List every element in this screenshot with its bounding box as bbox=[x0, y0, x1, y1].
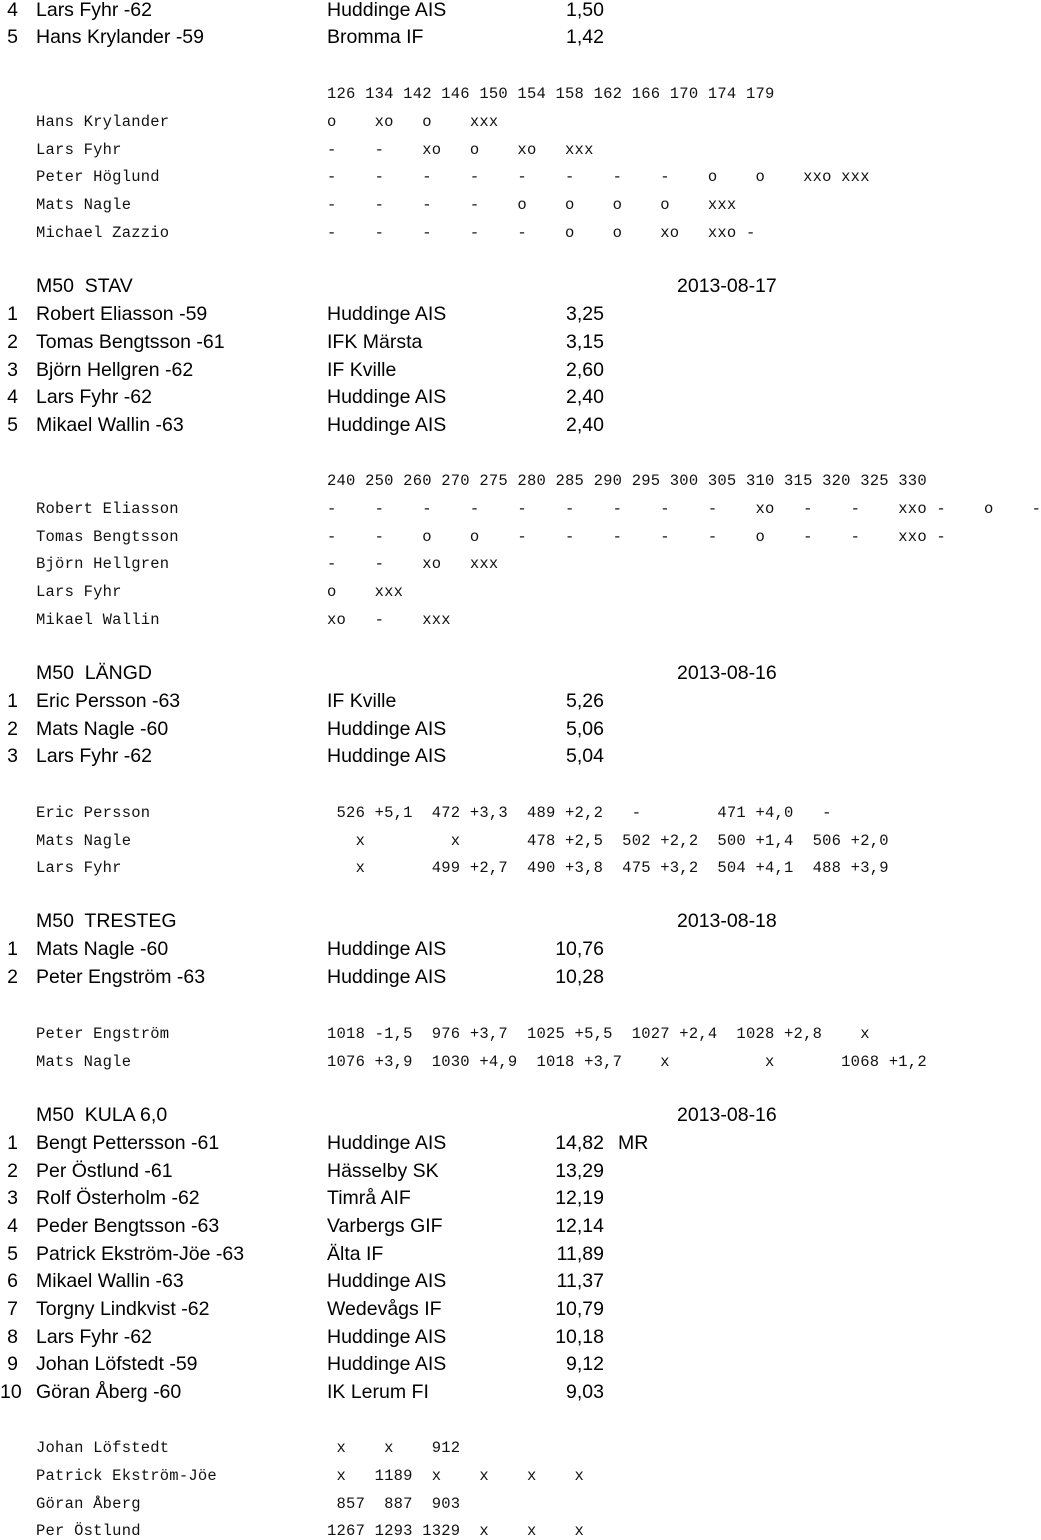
series-athlete: Mats Nagle bbox=[36, 1053, 132, 1071]
athlete-name: Lars Fyhr -62 bbox=[36, 0, 152, 21]
attempt-series: o xxx bbox=[327, 583, 404, 601]
attempt-series: x x 912 bbox=[327, 1439, 461, 1457]
series-athlete: Johan Löfstedt bbox=[36, 1439, 170, 1457]
series-athlete: Patrick Ekström-Jöe bbox=[36, 1467, 217, 1485]
club-name: Bromma IF bbox=[327, 26, 424, 48]
result: 10,28 bbox=[555, 966, 604, 988]
series-athlete: Peter Engström bbox=[36, 1025, 170, 1043]
club-name: IK Lerum FI bbox=[327, 1381, 429, 1403]
event-title: M50 KULA 6,0 bbox=[36, 1104, 168, 1126]
club-name: Huddinge AIS bbox=[327, 1353, 447, 1375]
place: 1 bbox=[7, 303, 18, 325]
result: 9,12 bbox=[566, 1353, 604, 1375]
result: 13,29 bbox=[555, 1160, 604, 1182]
result: 14,82 bbox=[555, 1132, 604, 1154]
place: 8 bbox=[7, 1326, 18, 1348]
result: 11,37 bbox=[556, 1270, 604, 1292]
club-name: Huddinge AIS bbox=[327, 938, 447, 960]
series-athlete: Mats Nagle bbox=[36, 196, 132, 214]
attempt-series: x 1189 x x x x bbox=[327, 1467, 585, 1485]
place: 1 bbox=[7, 938, 18, 960]
athlete-name: Lars Fyhr -62 bbox=[36, 386, 152, 408]
athlete-name: Patrick Ekström-Jöe -63 bbox=[36, 1243, 245, 1265]
series-athlete: Eric Persson bbox=[36, 804, 151, 822]
athlete-name: Mats Nagle -60 bbox=[36, 718, 169, 740]
athlete-name: Mats Nagle -60 bbox=[36, 938, 169, 960]
attempt-series: - - - - - - - - - xo - - xxo - o - bbox=[327, 500, 1041, 518]
event-date: 2013-08-18 bbox=[677, 910, 777, 932]
series-athlete: Michael Zazzio bbox=[36, 224, 170, 242]
event-date: 2013-08-16 bbox=[677, 1104, 777, 1126]
place: 5 bbox=[7, 26, 18, 48]
event-date: 2013-08-17 bbox=[677, 275, 777, 297]
club-name: Huddinge AIS bbox=[327, 303, 447, 325]
series-athlete: Björn Hellgren bbox=[36, 555, 170, 573]
club-name: Huddinge AIS bbox=[327, 1326, 447, 1348]
club-name: Huddinge AIS bbox=[327, 1132, 447, 1154]
series-athlete: Peter Höglund bbox=[36, 168, 160, 186]
place: 1 bbox=[7, 690, 18, 712]
club-name: Hässelby SK bbox=[327, 1160, 439, 1182]
club-name: Älta IF bbox=[327, 1243, 384, 1265]
club-name: Timrå AIF bbox=[327, 1187, 411, 1209]
club-name: IF Kville bbox=[327, 359, 397, 381]
club-name: Huddinge AIS bbox=[327, 745, 447, 767]
club-name: Huddinge AIS bbox=[327, 1270, 447, 1292]
place: 5 bbox=[7, 414, 18, 436]
club-name: Huddinge AIS bbox=[327, 966, 447, 988]
result: 10,76 bbox=[555, 938, 604, 960]
place: 4 bbox=[7, 1215, 18, 1237]
result: 10,18 bbox=[555, 1326, 604, 1348]
attempt-series: - - xo xxx bbox=[327, 555, 499, 573]
result: 12,19 bbox=[555, 1187, 604, 1209]
attempt-series: 1267 1293 1329 x x x bbox=[327, 1522, 585, 1540]
heights-header: 126 134 142 146 150 154 158 162 166 170 174 179 bbox=[327, 85, 775, 103]
athlete-name: Mikael Wallin -63 bbox=[36, 414, 184, 436]
place: 3 bbox=[7, 1187, 18, 1209]
athlete-name: Peder Bengtsson -63 bbox=[36, 1215, 220, 1237]
result: 3,25 bbox=[566, 303, 604, 325]
result: 1,42 bbox=[566, 26, 604, 48]
event-title: M50 TRESTEG bbox=[36, 910, 177, 932]
athlete-name: Göran Åberg -60 bbox=[36, 1381, 182, 1403]
series-athlete: Göran Åberg bbox=[36, 1495, 141, 1513]
place: 1 bbox=[7, 1132, 18, 1154]
event-date: 2013-08-16 bbox=[677, 662, 777, 684]
heights-header: 240 250 260 270 275 280 285 290 295 300 305 310 315 320 325 330 bbox=[327, 472, 927, 490]
result: 5,06 bbox=[566, 718, 604, 740]
result: 9,03 bbox=[566, 1381, 604, 1403]
attempt-series: - - - - - o o xo xxo - bbox=[327, 224, 756, 242]
event-title: M50 STAV bbox=[36, 275, 133, 297]
record-note: MR bbox=[618, 1132, 649, 1154]
club-name: Wedevågs IF bbox=[327, 1298, 442, 1320]
attempt-series: - - xo o xo xxx bbox=[327, 141, 594, 159]
place: 6 bbox=[7, 1270, 18, 1292]
attempt-series: 526 +5,1 472 +3,3 489 +2,2 - 471 +4,0 - bbox=[327, 804, 832, 822]
series-athlete: Robert Eliasson bbox=[36, 500, 179, 518]
club-name: Huddinge AIS bbox=[327, 414, 447, 436]
result: 11,89 bbox=[556, 1243, 604, 1265]
series-athlete: Lars Fyhr bbox=[36, 859, 122, 877]
place: 7 bbox=[7, 1298, 18, 1320]
place: 4 bbox=[7, 0, 18, 21]
club-name: IFK Märsta bbox=[327, 331, 423, 353]
result: 10,79 bbox=[555, 1298, 604, 1320]
attempt-series: o xo o xxx bbox=[327, 113, 499, 131]
series-athlete: Tomas Bengtsson bbox=[36, 528, 179, 546]
result: 5,04 bbox=[566, 745, 604, 767]
attempt-series: xo - xxx bbox=[327, 611, 451, 629]
athlete-name: Eric Persson -63 bbox=[36, 690, 181, 712]
athlete-name: Tomas Bengtsson -61 bbox=[36, 331, 225, 353]
athlete-name: Rolf Österholm -62 bbox=[36, 1187, 200, 1209]
place: 10 bbox=[0, 1381, 22, 1403]
attempt-series: 857 887 903 bbox=[327, 1495, 461, 1513]
athlete-name: Johan Löfstedt -59 bbox=[36, 1353, 198, 1375]
place: 2 bbox=[7, 718, 18, 740]
place: 2 bbox=[7, 331, 18, 353]
result: 12,14 bbox=[555, 1215, 604, 1237]
attempt-series: 1076 +3,9 1030 +4,9 1018 +3,7 x x 1068 +1,2 bbox=[327, 1053, 927, 1071]
club-name: IF Kville bbox=[327, 690, 397, 712]
place: 2 bbox=[7, 1160, 18, 1182]
club-name: Huddinge AIS bbox=[327, 386, 447, 408]
club-name: Varbergs GIF bbox=[327, 1215, 443, 1237]
attempt-series: x x 478 +2,5 502 +2,2 500 +1,4 506 +2,0 bbox=[327, 832, 889, 850]
place: 9 bbox=[7, 1353, 18, 1375]
series-athlete: Mats Nagle bbox=[36, 832, 132, 850]
event-title: M50 LÄNGD bbox=[36, 662, 152, 684]
athlete-name: Mikael Wallin -63 bbox=[36, 1270, 184, 1292]
series-athlete: Mikael Wallin bbox=[36, 611, 160, 629]
athlete-name: Bengt Pettersson -61 bbox=[36, 1132, 220, 1154]
place: 5 bbox=[7, 1243, 18, 1265]
place: 3 bbox=[7, 359, 18, 381]
place: 4 bbox=[7, 386, 18, 408]
result: 3,15 bbox=[566, 331, 604, 353]
athlete-name: Lars Fyhr -62 bbox=[36, 1326, 152, 1348]
club-name: Huddinge AIS bbox=[327, 0, 447, 21]
result: 1,50 bbox=[566, 0, 604, 21]
athlete-name: Björn Hellgren -62 bbox=[36, 359, 194, 381]
athlete-name: Torgny Lindkvist -62 bbox=[36, 1298, 210, 1320]
result: 2,40 bbox=[566, 386, 604, 408]
athlete-name: Hans Krylander -59 bbox=[36, 26, 204, 48]
athlete-name: Robert Eliasson -59 bbox=[36, 303, 208, 325]
attempt-series: - - - - - - - - o o xxo xxx bbox=[327, 168, 870, 186]
athlete-name: Per Östlund -61 bbox=[36, 1160, 173, 1182]
series-athlete: Lars Fyhr bbox=[36, 583, 122, 601]
series-athlete: Per Östlund bbox=[36, 1522, 141, 1540]
athlete-name: Lars Fyhr -62 bbox=[36, 745, 152, 767]
attempt-series: 1018 -1,5 976 +3,7 1025 +5,5 1027 +2,4 1028 +2,8 x bbox=[327, 1025, 870, 1043]
result: 5,26 bbox=[566, 690, 604, 712]
attempt-series: - - o o - - - - - o - - xxo - bbox=[327, 528, 946, 546]
result: 2,40 bbox=[566, 414, 604, 436]
series-athlete: Lars Fyhr bbox=[36, 141, 122, 159]
place: 3 bbox=[7, 745, 18, 767]
attempt-series: x 499 +2,7 490 +3,8 475 +3,2 504 +4,1 488 +3,9 bbox=[327, 859, 889, 877]
place: 2 bbox=[7, 966, 18, 988]
attempt-series: - - - - o o o o xxx bbox=[327, 196, 737, 214]
club-name: Huddinge AIS bbox=[327, 718, 447, 740]
series-athlete: Hans Krylander bbox=[36, 113, 170, 131]
athlete-name: Peter Engström -63 bbox=[36, 966, 206, 988]
result: 2,60 bbox=[566, 359, 604, 381]
